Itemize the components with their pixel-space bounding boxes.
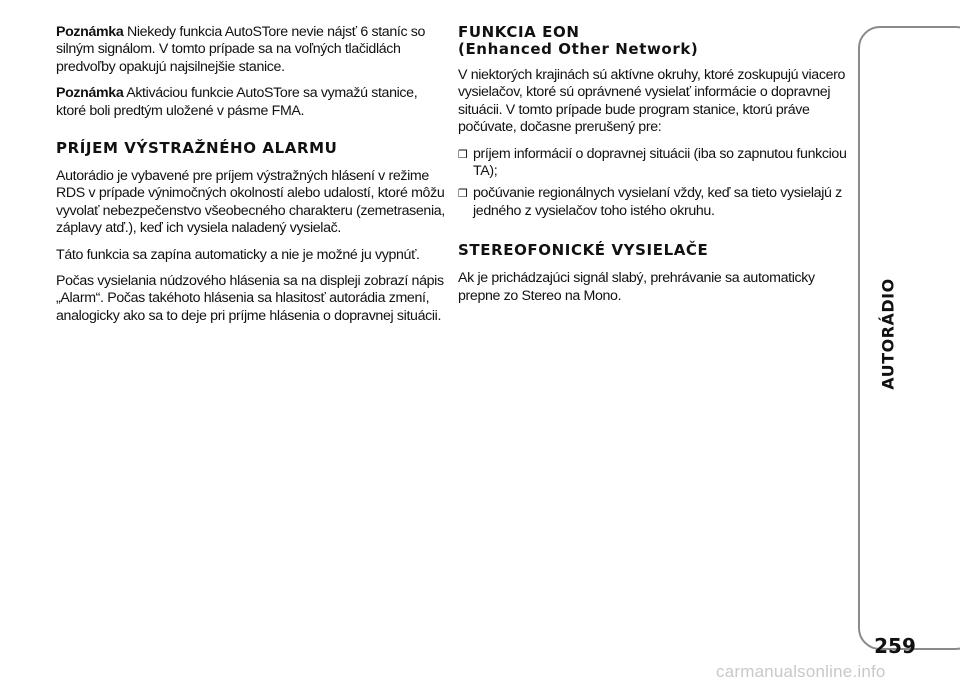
list-item bbox=[458, 185, 850, 220]
right-column bbox=[458, 24, 850, 314]
stereo-heading: STEREOFONICKÉ VYSIELAČE bbox=[458, 241, 709, 260]
section-tab-label: AUTORÁDIO bbox=[878, 278, 898, 390]
page-number: 259 bbox=[874, 634, 916, 658]
note-label: Poznámka bbox=[56, 85, 124, 102]
eon-heading bbox=[458, 24, 850, 58]
left-column bbox=[56, 24, 448, 334]
list-item bbox=[458, 146, 850, 181]
list-item-text: počúvanie regionálnych vysielaní vždy, keď sa tieto vysielajú z jedného z vysielačov toho istého okruhu. bbox=[473, 185, 842, 219]
section-tab bbox=[858, 26, 960, 650]
alarm-paragraph: Autorádio je vybavené pre príjem výstražných hlásení v režime RDS v prípade výnimočných okolností alebo udalostí, ktoré môžu vyvolať nebezpečenstvo všeobecného charakteru (zemetrasenia, záplavy atď.), keď ich vysiela naladený vysielač. bbox=[56, 168, 445, 237]
note-text: Aktiváciou funkcie AutoSTore sa vymažú stanice, ktoré boli predtým uložené v pásme FMA. bbox=[56, 85, 418, 119]
note-autostore-stations bbox=[56, 24, 448, 76]
note-text: Niekedy funkcia AutoSTore nevie nájsť 6 staníc so silným signálom. V tomto prípade sa na voľných tlačidlách predvoľby opakujú najsilnejšie stanice. bbox=[56, 24, 426, 75]
alarm-paragraph: Počas vysielania núdzového hlásenia sa na displeji zobrazí nápis „Alarm“. Počas takéhoto hlásenia sa hlasitosť autorádia zmení, analogicky ako sa to deje pri príjme hlásenia o dopravnej situácii. bbox=[56, 273, 444, 324]
eon-heading-subtitle: (Enhanced Other Network) bbox=[458, 40, 699, 58]
checkbox-bullet-icon: ❒ bbox=[458, 187, 468, 201]
eon-intro: V niektorých krajinách sú aktívne okruhy, ktoré zoskupujú viacero vysielačov, ktoré sú oprávnené vysielať informácie o dopravnej situácii. V tomto prípade bude program stanice, ktorú práve počúvate, dočasne prerušený pre: bbox=[458, 67, 846, 136]
note-autostore-erase bbox=[56, 85, 448, 120]
alarm-paragraph: Táto funkcia sa zapína automaticky a nie je možné ju vypnúť. bbox=[56, 246, 420, 263]
checkbox-bullet-icon: ❒ bbox=[458, 147, 468, 161]
note-label: Poznámka bbox=[56, 24, 124, 40]
watermark: carmanualsonline.info bbox=[716, 662, 886, 681]
eon-heading-title: FUNKCIA EON bbox=[458, 23, 580, 41]
eon-bullet-list bbox=[458, 146, 850, 221]
list-item-text: príjem informácií o dopravnej situácii (iba so zapnutou funkciou TA); bbox=[473, 145, 847, 180]
stereo-text: Ak je prichádzajúci signál slabý, prehrávanie sa automaticky prepne zo Stereo na Mono. bbox=[458, 270, 815, 304]
alarm-heading: PRÍJEM VÝSTRAŽNÉHO ALARMU bbox=[56, 139, 338, 158]
